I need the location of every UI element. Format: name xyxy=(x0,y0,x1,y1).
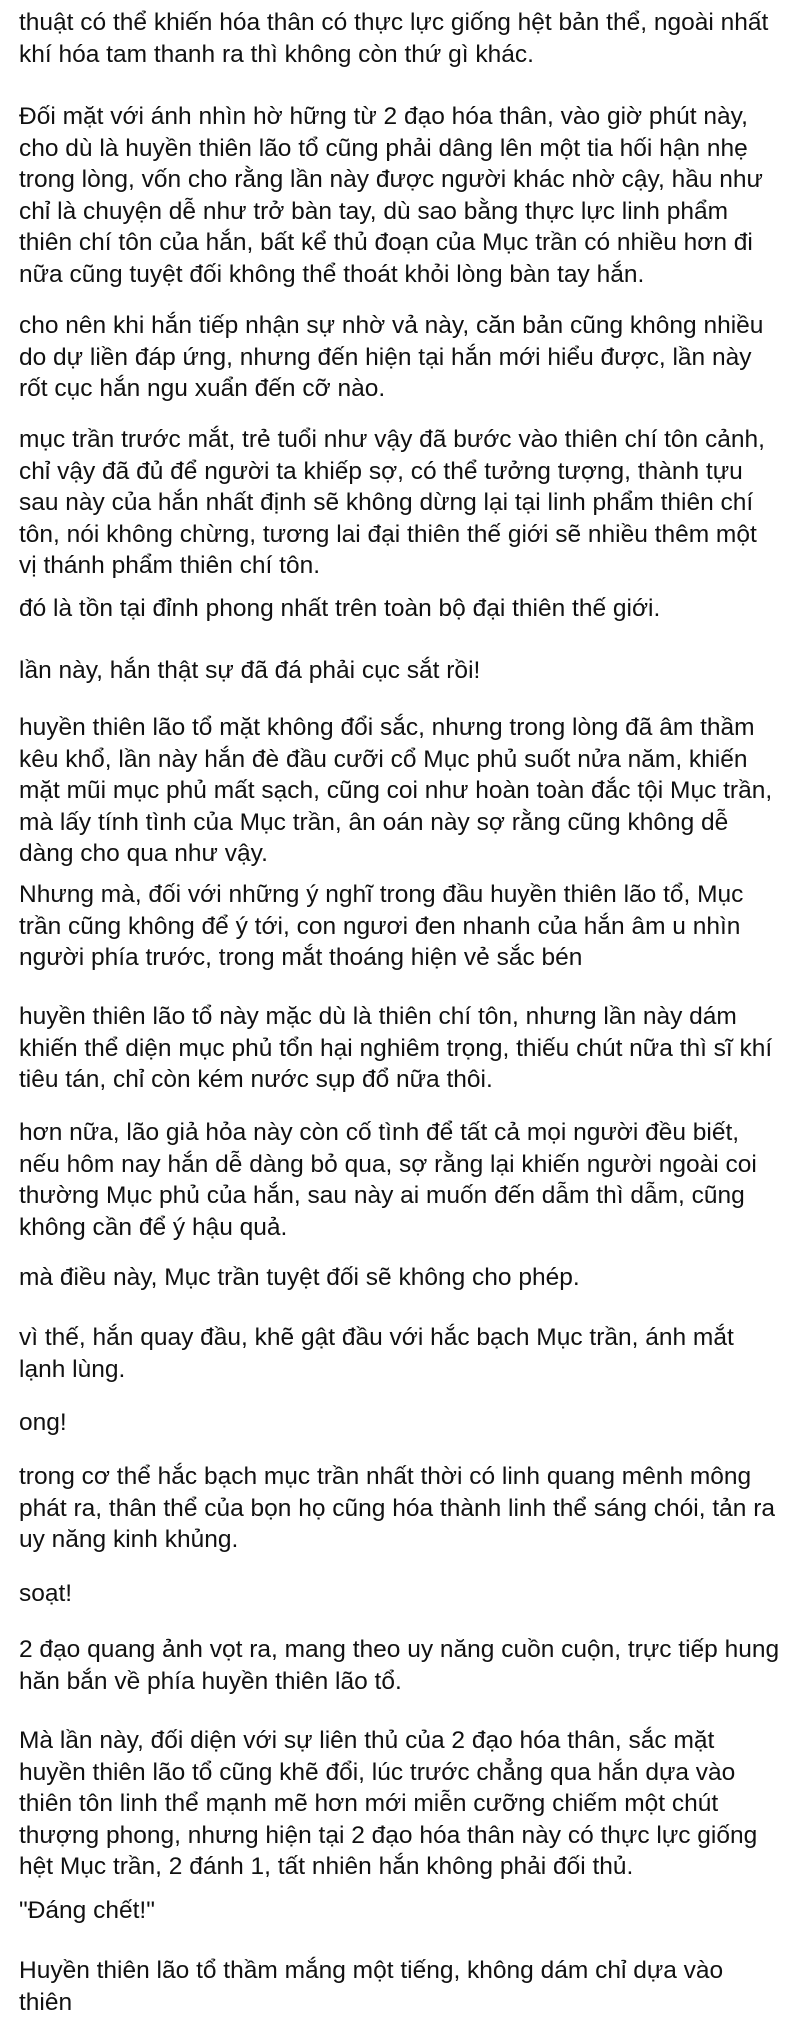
paragraph-16: 2 đạo quang ảnh vọt ra, mang theo uy năng cuồn cuộn, trực tiếp hung hăn bắn về phía huyền thiên lão tổ. xyxy=(19,1636,780,1695)
paragraph-7: huyền thiên lão tổ mặt không đổi sắc, nhưng trong lòng đã âm thầm kêu khổ, lần này hắn đè đầu cưỡi cổ Mục phủ suốt nửa năm, khiến mặt mũi mục phủ mất sạch, cũng coi như hoàn toàn đắc tội Mục trần, mà lấy tính tình của Mục trần, ân oán này sợ rằng cũng không dễ dàng cho qua như vậy. xyxy=(19,714,773,868)
paragraph-12: vì thế, hắn quay đầu, khẽ gật đầu với hắc bạch Mục trần, ánh mắt lạnh lùng. xyxy=(19,1324,734,1383)
paragraph-9: huyền thiên lão tổ này mặc dù là thiên chí tôn, nhưng lần này dám khiến thể diện mục phủ tổn hại nghiêm trọng, thiếu chút nữa thì sĩ khí tiêu tán, chỉ còn kém nước sụp đổ nữa thôi. xyxy=(19,1003,773,1094)
paragraph-2: Đối mặt với ánh nhìn hờ hững từ 2 đạo hóa thân, vào giờ phút này, cho dù là huyền thiên lão tổ cũng phải dâng lên một tia hối hận nhẹ trong lòng, vốn cho rằng lần này được người khác nhờ cậy, hầu như chỉ là chuyện dễ như trở bàn tay, dù sao bằng thực lực linh phẩm thiên chí tôn của hắn, bất kể thủ đoạn của Mục trần có nhiều hơn đi nữa cũng tuyệt đối không thể thoát khỏi lòng bàn tay hắn. xyxy=(19,103,763,288)
paragraph-14: trong cơ thể hắc bạch mục trần nhất thời có linh quang mênh mông phát ra, thân thể của bọn họ cũng hóa thành linh thể sáng chói, tản ra uy năng kinh khủng. xyxy=(19,1463,775,1554)
paragraph-6: lần này, hắn thật sự đã đá phải cục sắt rồi! xyxy=(19,657,481,684)
paragraph-5: đó là tồn tại đỉnh phong nhất trên toàn bộ đại thiên thế giới. xyxy=(19,595,661,622)
paragraph-4: mục trần trước mắt, trẻ tuổi như vậy đã bước vào thiên chí tôn cảnh, chỉ vậy đã đủ để người ta khiếp sợ, có thể tưởng tượng, thành tựu sau này của hắn nhất định sẽ không dừng lại tại linh phẩm thiên chí tôn, nói không chừng, tương lai đại thiên thế giới sẽ nhiều thêm một vị thánh phẩm thiên chí tôn. xyxy=(19,426,765,580)
paragraph-13: ong! xyxy=(19,1409,67,1436)
paragraph-15: soạt! xyxy=(19,1580,73,1607)
paragraph-11: mà điều này, Mục trần tuyệt đối sẽ không cho phép. xyxy=(19,1264,580,1291)
paragraph-17: Mà lần này, đối diện với sự liên thủ của 2 đạo hóa thân, sắc mặt huyền thiên lão tổ cũng khẽ đổi, lúc trước chẳng qua hắn dựa vào thiên tôn linh thể mạnh mẽ hơn mới miễn cưỡng chiếm một chút thượng phong, nhưng hiện tại 2 đạo hóa thân này có thực lực giống hệt Mục trần, 2 đánh 1, tất nhiên hắn không phải đối thủ. xyxy=(19,1727,758,1881)
paragraph-19: Huyền thiên lão tổ thầm mắng một tiếng, không dám chỉ dựa vào thiên xyxy=(19,1957,724,2016)
paragraph-3: cho nên khi hắn tiếp nhận sự nhờ vả này, căn bản cũng không nhiều do dự liền đáp ứng, nhưng đến hiện tại hắn mới hiểu được, lần này rốt cục hắn ngu xuẩn đến cỡ nào. xyxy=(19,312,764,403)
paragraph-18: "Đáng chết!" xyxy=(19,1897,155,1924)
paragraph-1: thuật có thể khiến hóa thân có thực lực giống hệt bản thể, ngoài nhất khí hóa tam thanh ra thì không còn thứ gì khác. xyxy=(19,9,769,68)
paragraph-8: Nhưng mà, đối với những ý nghĩ trong đầu huyền thiên lão tổ, Mục trần cũng không để ý tới, con ngươi đen nhanh của hắn âm u nhìn người phía trước, trong mắt thoáng hiện vẻ sắc bén xyxy=(19,881,744,972)
paragraph-10: hơn nữa, lão giả hỏa này còn cố tình để tất cả mọi người đều biết, nếu hôm nay hắn dễ dàng bỏ qua, sợ rằng lại khiến người ngoài coi thường Mục phủ của hắn, sau này ai muốn đến dẫm thì dẫm, cũng không cần để ý hậu quả. xyxy=(19,1119,757,1241)
